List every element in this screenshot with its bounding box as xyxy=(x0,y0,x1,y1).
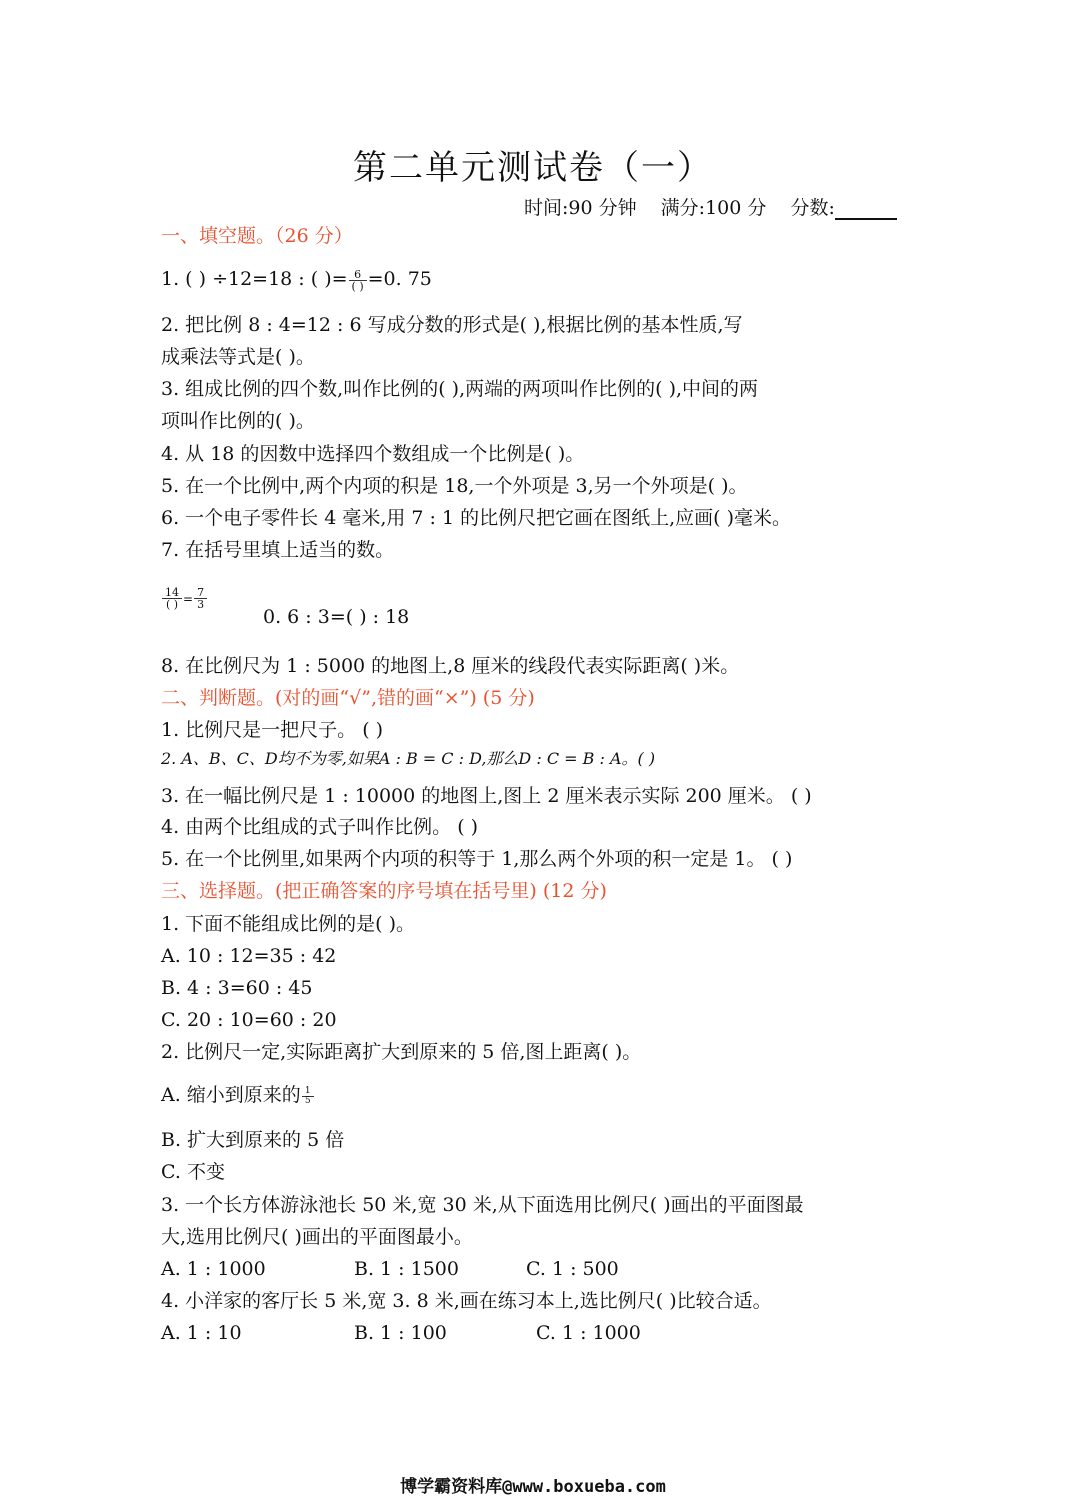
time-limit: 时间:90 分钟 xyxy=(524,197,637,219)
choice-3-option-a: A. 1 : 1000 xyxy=(161,1258,266,1280)
section-choice: 三、选择题。(把正确答案的序号填在括号里) (12 分) xyxy=(161,880,607,902)
question-fill-1 xyxy=(161,267,432,292)
q7-f1-den: ( ) xyxy=(165,597,179,611)
choice-1-option-b: B. 4 : 3=60 : 45 xyxy=(161,977,313,999)
question-fill-8: 8. 在比例尺为 1 : 5000 的地图上,8 厘米的线段代表实际距离( )米。 xyxy=(161,655,740,677)
footer-watermark: 博学霸资料库@www.boxueba.com xyxy=(400,1477,666,1497)
question-fill-6: 6. 一个电子零件长 4 毫米,用 7 : 1 的比例尺把它画在图纸上,应画( )毫米。 xyxy=(161,507,792,529)
question-fill-3-line1: 3. 组成比例的四个数,叫作比例的( ),两端的两项叫作比例的( ),中间的两 xyxy=(161,378,759,400)
choice-1-option-a: A. 10 : 12=35 : 42 xyxy=(161,945,337,967)
question-judge-3: 3. 在一幅比例尺是 1 : 10000 的地图上,图上 2 厘米表示实际 200 厘米。 ( ) xyxy=(161,785,812,807)
choice-4-option-a: A. 1 : 10 xyxy=(161,1322,242,1344)
q1-tail: =0. 75 xyxy=(367,268,432,290)
c2-a-num: 1 xyxy=(302,1087,314,1097)
question-choice-1: 1. 下面不能组成比例的是( )。 xyxy=(161,913,416,935)
choice-3-option-b: B. 1 : 1500 xyxy=(354,1258,459,1280)
choice-1-option-c: C. 20 : 10=60 : 20 xyxy=(161,1009,337,1031)
question-fill-3-line2: 项叫作比例的( )。 xyxy=(161,410,315,432)
question-fill-5: 5. 在一个比例中,两个内项的积是 18,一个外项是 3,另一个外项是( )。 xyxy=(161,475,748,497)
c2-a-den: 5 xyxy=(304,1095,311,1106)
exam-meta xyxy=(524,193,915,220)
question-fill-4: 4. 从 18 的因数中选择四个数组成一个比例是( )。 xyxy=(161,443,585,465)
section-judge: 二、判断题。(对的画“√”,错的画“×”) (5 分) xyxy=(161,687,535,709)
choice-4-option-b: B. 1 : 100 xyxy=(354,1322,447,1344)
choice-2-option-c: C. 不变 xyxy=(161,1161,225,1183)
question-fill-7-ratio: 0. 6 : 3=( ) : 18 xyxy=(263,606,410,628)
q7-fraction-1 xyxy=(162,587,182,610)
question-fill-2-line2: 成乘法等式是( )。 xyxy=(161,346,315,368)
question-judge-1: 1. 比例尺是一把尺子。 ( ) xyxy=(161,719,384,741)
full-score: 满分:100 分 xyxy=(660,197,767,219)
q1-fraction xyxy=(349,269,367,292)
question-fill-7-items xyxy=(161,585,208,611)
question-choice-3-line1: 3. 一个长方体游泳池长 50 米,宽 30 米,从下面选用比例尺( )画出的平面图最 xyxy=(161,1194,804,1216)
choice-2-option-a xyxy=(161,1083,315,1107)
question-judge-5: 5. 在一个比例里,如果两个内项的积等于 1,那么两个外项的积一定是 1。 ( ) xyxy=(161,848,793,870)
c2-a-fraction xyxy=(302,1087,314,1106)
page-title: 第二单元测试卷（一） xyxy=(353,148,713,188)
question-judge-4: 4. 由两个比组成的式子叫作比例。 ( ) xyxy=(161,816,479,838)
choice-3-option-c: C. 1 : 500 xyxy=(526,1258,619,1280)
score-label: 分数: xyxy=(790,197,835,219)
q7-f2-den: 3 xyxy=(197,597,205,611)
question-choice-4: 4. 小洋家的客厅长 5 米,宽 3. 8 米,画在练习本上,选比例尺( )比较合适。 xyxy=(161,1290,772,1312)
q7-f1-num: 14 xyxy=(162,587,182,599)
choice-4-option-c: C. 1 : 1000 xyxy=(536,1322,641,1344)
section-fill-blank: 一、填空题。（26 分） xyxy=(161,225,353,247)
q1-frac-num: 6 xyxy=(349,269,367,281)
q7-f2-num: 7 xyxy=(194,587,207,599)
c2-a-text: A. 缩小到原来的 xyxy=(161,1084,301,1106)
q7-equals: = xyxy=(183,592,194,606)
choice-2-option-b: B. 扩大到原来的 5 倍 xyxy=(161,1129,345,1151)
question-choice-2: 2. 比例尺一定,实际距离扩大到原来的 5 倍,图上距离( )。 xyxy=(161,1041,642,1063)
q1-frac-den: ( ) xyxy=(351,279,364,293)
question-judge-2: 2. A、B、C、D均不为零,如果A : B = C : D,那么D : C = B : A。( ) xyxy=(161,749,656,768)
question-fill-7: 7. 在括号里填上适当的数。 xyxy=(161,539,395,561)
question-fill-2-line1: 2. 把比例 8 : 4=12 : 6 写成分数的形式是( ),根据比例的基本性质,写 xyxy=(161,314,743,336)
score-blank xyxy=(835,200,897,220)
q1-text: 1. ( ) ÷12=18 : ( )= xyxy=(161,268,348,290)
q7-fraction-2 xyxy=(194,587,207,610)
question-choice-3-line2: 大,选用比例尺( )画出的平面图最小。 xyxy=(161,1226,473,1248)
